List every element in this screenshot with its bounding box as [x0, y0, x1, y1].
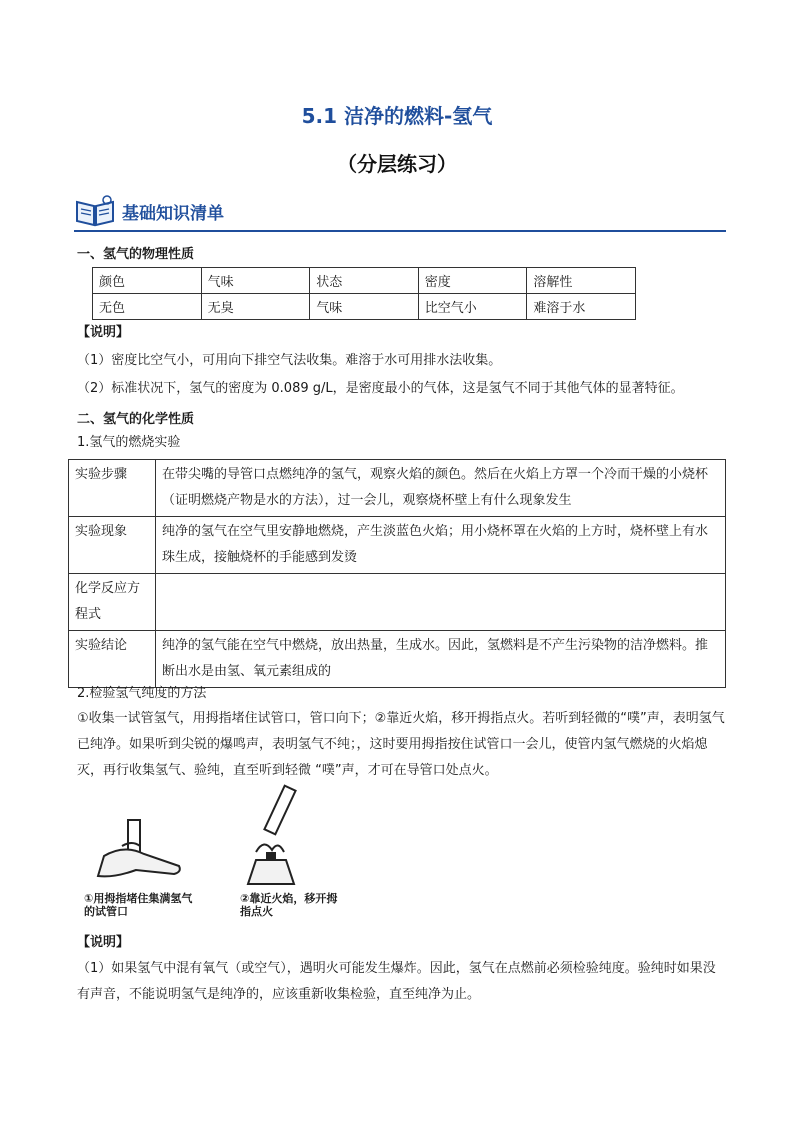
table-cell: 无色 [93, 294, 202, 320]
table-row [69, 517, 726, 574]
section1-heading: 一、氢气的物理性质 [77, 247, 195, 262]
purity-test-paragraph: ①收集一试管氢气，用拇指堵住试管口，管口向下；②靠近火焰，移开拇指点火。若听到轻微的“噗”声，表明氢气已纯净。如果听到尖锐的爆鸣声，表明氢气不纯；，这时要用拇指按住试管口一会儿，使管内氢气燃烧的火焰熄灭，再行收集氢气、验纯，直至听到轻微 “噗”声，才可在导管口处点火。 [77, 711, 725, 778]
table-row [93, 294, 636, 320]
banner-underline [74, 230, 726, 232]
purity-test-heading: 2.检验氢气纯度的方法 [77, 686, 207, 701]
book-icon [74, 194, 116, 228]
note-2: （2）标准状况下，氢气的密度为 0.089 g/L，是密度最小的气体，这是氢气不同于其他气体的显著特征。 [77, 381, 684, 396]
note-label: 【说明】 [77, 325, 130, 340]
page-title: 5.1 洁净的燃料-氢气 [301, 104, 493, 128]
table-cell: 难溶于水 [527, 294, 636, 320]
combustion-experiment-heading: 1.氢气的燃烧实验 [77, 435, 181, 450]
note-3: （1）如果氢气中混有氧气（或空气），遇明火可能发生爆炸。因此，氢气在点燃前必须检验纯度。验纯时如果没有声音，不能说明氢气是纯净的，应该重新收集检验，直至纯净为止。 [77, 961, 716, 1002]
physical-properties-table [92, 267, 636, 320]
table-row [69, 574, 726, 631]
note-1: （1）密度比空气小，可用向下排空气法收集。难溶于水可用排水法收集。 [77, 353, 502, 368]
table-cell: 比空气小 [418, 294, 527, 320]
table-cell: 密度 [418, 268, 527, 294]
table-cell: 无臭 [201, 294, 310, 320]
row-text [156, 574, 726, 631]
table-cell: 颜色 [93, 268, 202, 294]
figure-caption-1: ①用拇指堵住集满氢气的试管口 [84, 892, 193, 918]
row-label: 化学反应方程式 [69, 574, 156, 631]
row-label: 实验现象 [69, 517, 156, 574]
row-label: 实验步骤 [69, 460, 156, 517]
table-cell: 气味 [310, 294, 419, 320]
row-label: 实验结论 [69, 631, 156, 688]
table-header-row [93, 268, 636, 294]
page-subtitle: （分层练习） [337, 152, 457, 176]
purity-test-figure [84, 816, 344, 920]
table-cell: 溶解性 [527, 268, 636, 294]
table-row [69, 460, 726, 517]
note-label-2: 【说明】 [77, 935, 130, 950]
table-cell: 气味 [201, 268, 310, 294]
section2-heading: 二、氢气的化学性质 [77, 412, 195, 427]
row-text: 在带尖嘴的导管口点燃纯净的氢气，观察火焰的颜色。然后在火焰上方罩一个冷而干燥的小烧杯（证明燃烧产物是水的方法），过一会儿，观察烧杯壁上有什么现象发生 [156, 460, 726, 517]
section-banner [74, 192, 726, 232]
figure-caption-2: ②靠近火焰，移开拇指点火 [240, 892, 338, 918]
burner-flame-illustration [234, 780, 334, 888]
thumb-on-tube-illustration [84, 816, 194, 888]
row-text: 纯净的氢气能在空气中燃烧，放出热量，生成水。因此，氢燃料是不产生污染物的洁净燃料。推断出水是由氢、氧元素组成的 [156, 631, 726, 688]
combustion-table [68, 459, 726, 688]
table-cell: 状态 [310, 268, 419, 294]
row-text: 纯净的氢气在空气里安静地燃烧，产生淡蓝色火焰；用小烧杯罩在火焰的上方时，烧杯壁上有水珠生成，接触烧杯的手能感到发烫 [156, 517, 726, 574]
table-row [69, 631, 726, 688]
banner-title: 基础知识清单 [122, 204, 224, 224]
